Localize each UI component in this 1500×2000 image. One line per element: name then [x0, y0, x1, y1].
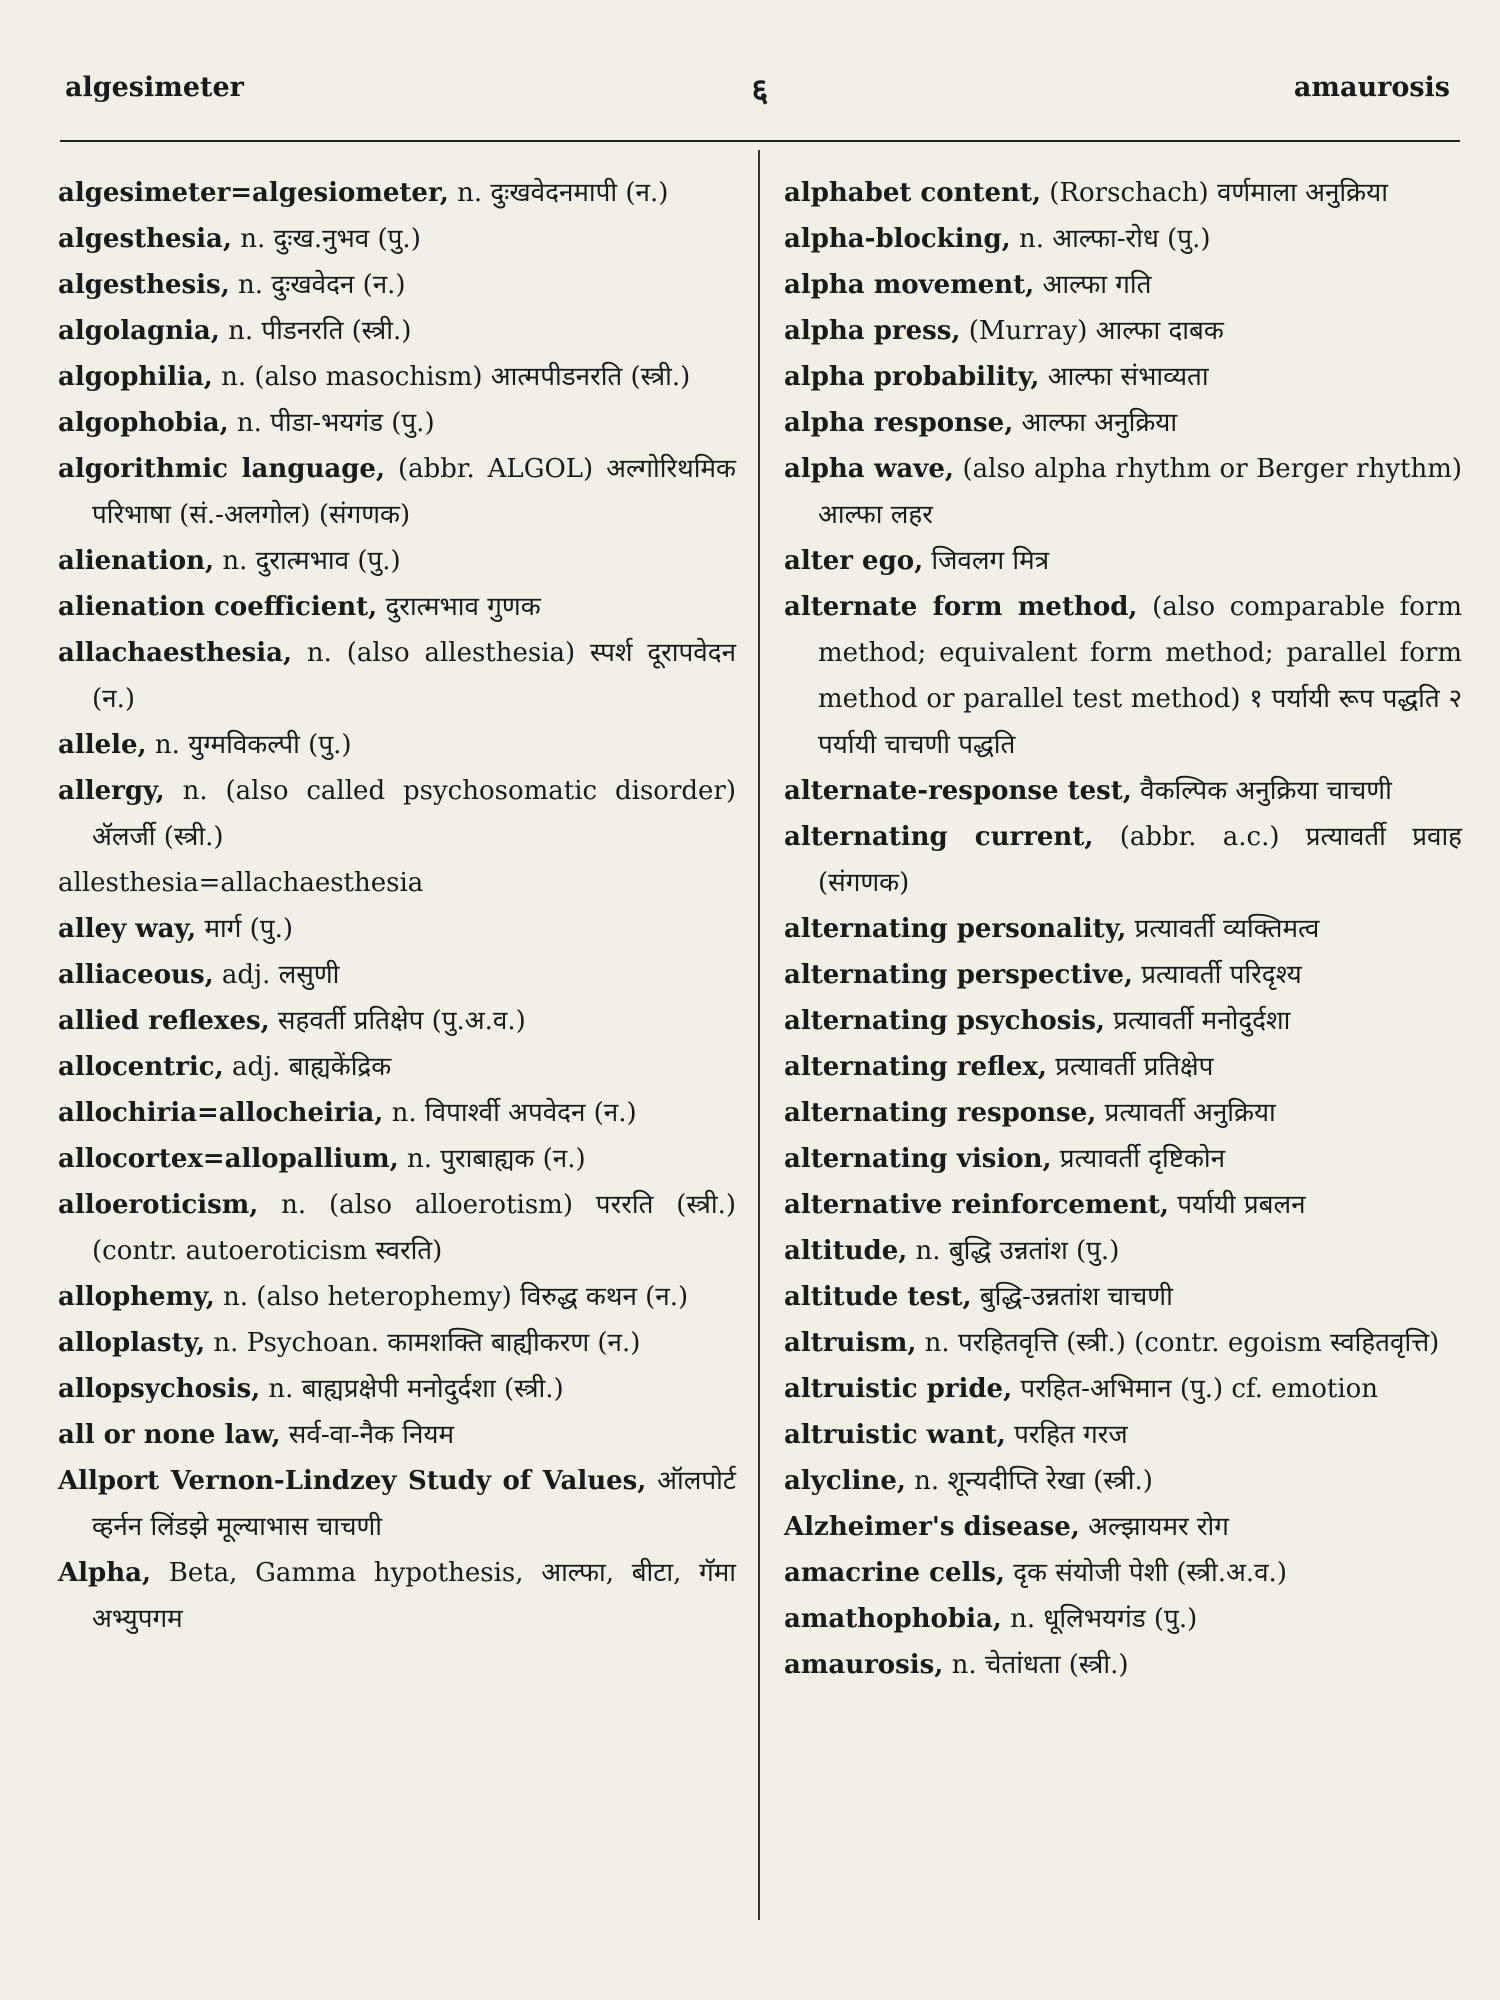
- headword: alternating personality,: [784, 914, 1127, 944]
- dictionary-entry: alphabet content, (Rorschach) वर्णमाला अनुक्रिया: [784, 178, 1388, 208]
- headword: amaurosis,: [784, 1650, 944, 1680]
- dictionary-entry: allopsychosis, n. बाह्यप्रक्षेपी मनोदुर्दशा (स्त्री.): [58, 1374, 564, 1404]
- headword: alpha probability,: [784, 362, 1040, 392]
- dictionary-entry: allergy, n. (also called psychosomatic disorder) ॲलर्जी (स्त्री.): [58, 776, 736, 852]
- dictionary-entry: alley way, मार्ग (पु.): [58, 914, 293, 944]
- headword: alpha response,: [784, 408, 1014, 438]
- dictionary-entry: allachaesthesia, n. (also allesthesia) स्पर्श दूरापवेदन (न.): [58, 638, 736, 714]
- dictionary-entry: alternate form method, (also comparable form method; equivalent form method; parallel form method or parallel test method) १ पर्यायी रूप पद्धति २ पर्यायी चाचणी पद्धति: [784, 592, 1462, 760]
- dictionary-entry: algesthesis, n. दुःखवेदन (न.): [58, 270, 406, 300]
- headword: altruism,: [784, 1328, 917, 1358]
- dictionary-entry: Alzheimer's disease, अल्झायमर रोग: [784, 1512, 1229, 1542]
- dictionary-entry: allocentric, adj. बाह्यकेंद्रिक: [58, 1052, 392, 1082]
- dictionary-entry: alloeroticism, n. (also alloerotism) पररति (स्त्री.) (contr. autoeroticism स्वरति): [58, 1190, 736, 1266]
- dictionary-entry: alternate-response test, वैकल्पिक अनुक्रिया चाचणी: [784, 776, 1392, 806]
- dictionary-entry: algorithmic language, (abbr. ALGOL) अल्गोरिथमिक परिभाषा (सं.-अलगोल) (संगणक): [58, 454, 736, 530]
- dictionary-entry: amaurosis, n. चेतांधता (स्त्री.): [784, 1650, 1129, 1680]
- headword: alternating perspective,: [784, 960, 1133, 990]
- headword: allied reflexes,: [58, 1006, 270, 1036]
- headword: alpha press,: [784, 316, 961, 346]
- dictionary-entry: alternating current, (abbr. a.c.) प्रत्यावर्ती प्रवाह (संगणक): [784, 822, 1462, 898]
- dictionary-entry: alliaceous, adj. लसुणी: [58, 960, 340, 990]
- headword: altruistic want,: [784, 1420, 1006, 1450]
- dictionary-entry: alpha-blocking, n. आल्फा-रोध (पु.): [784, 224, 1211, 254]
- headword: alloeroticism,: [58, 1190, 259, 1220]
- dictionary-entry: alternating vision, प्रत्यावर्ती दृष्टिकोन: [784, 1144, 1226, 1174]
- headword: alternating reflex,: [784, 1052, 1047, 1082]
- dictionary-entry: alternating reflex, प्रत्यावर्ती प्रतिक्षेप: [784, 1052, 1214, 1082]
- headword: allergy,: [58, 776, 165, 806]
- headword: alphabet content,: [784, 178, 1042, 208]
- headword: alter ego,: [784, 546, 924, 576]
- dictionary-entry: alternating perspective, प्रत्यावर्ती परिदृश्य: [784, 960, 1302, 990]
- dictionary-entry: allied reflexes, सहवर्ती प्रतिक्षेप (पु.अ.व.): [58, 1006, 526, 1036]
- dictionary-entry: algesimeter=algesiometer, n. दुःखवेदनमापी (न.): [58, 178, 669, 208]
- headword: algophilia,: [58, 362, 213, 392]
- headword: allocortex=allopallium,: [58, 1144, 399, 1174]
- dictionary-entry: all or none law, सर्व-वा-नैक नियम: [58, 1420, 455, 1450]
- left-column: [58, 170, 736, 1642]
- headword: alpha-blocking,: [784, 224, 1011, 254]
- dictionary-entry: amacrine cells, दृक संयोजी पेशी (स्त्री.अ.व.): [784, 1558, 1287, 1588]
- headword: algesthesia,: [58, 224, 232, 254]
- dictionary-entry: altruism, n. परहितवृत्ति (स्त्री.) (contr. egoism स्वहितवृत्ति): [784, 1328, 1440, 1358]
- headword: amacrine cells,: [784, 1558, 1005, 1588]
- dictionary-entry: alternating psychosis, प्रत्यावर्ती मनोदुर्दशा: [784, 1006, 1291, 1036]
- headword: algophobia,: [58, 408, 229, 438]
- headword: alpha wave,: [784, 454, 954, 484]
- dictionary-entry: alpha movement, आल्फा गति: [784, 270, 1152, 300]
- dictionary-entry: amathophobia, n. धूलिभयगंड (पु.): [784, 1604, 1198, 1634]
- right-guide-word: amaurosis: [1293, 72, 1450, 103]
- dictionary-entry: allocortex=allopallium, n. पुराबाह्यक (न.): [58, 1144, 586, 1174]
- dictionary-entry: algophilia, n. (also masochism) आत्मपीडनरति (स्त्री.): [58, 362, 691, 392]
- dictionary-entry: alternative reinforcement, पर्यायी प्रबलन: [784, 1190, 1306, 1220]
- headword: algolagnia,: [58, 316, 220, 346]
- dictionary-entry: alpha wave, (also alpha rhythm or Berger rhythm) आल्फा लहर: [784, 454, 1462, 530]
- dictionary-entry: allophemy, n. (also heterophemy) विरुद्ध कथन (न.): [58, 1282, 689, 1312]
- dictionary-entry: alternating personality, प्रत्यावर्ती व्यक्तिमत्व: [784, 914, 1320, 944]
- headword: amathophobia,: [784, 1604, 1002, 1634]
- headword: alternative reinforcement,: [784, 1190, 1169, 1220]
- headword: Alzheimer's disease,: [784, 1512, 1080, 1542]
- dictionary-entry: alpha response, आल्फा अनुक्रिया: [784, 408, 1178, 438]
- dictionary-entry: alpha probability, आल्फा संभाव्यता: [784, 362, 1209, 392]
- page-number: ६: [751, 71, 769, 109]
- headword: alloplasty,: [58, 1328, 206, 1358]
- headword: allachaesthesia,: [58, 638, 293, 668]
- headword: allopsychosis,: [58, 1374, 261, 1404]
- dictionary-entry: alter ego, जिवलग मित्र: [784, 546, 1050, 576]
- dictionary-entry: altruistic want, परहित गरज: [784, 1420, 1128, 1450]
- dictionary-entry: algolagnia, n. पीडनरति (स्त्री.): [58, 316, 412, 346]
- dictionary-entry: alternating response, प्रत्यावर्ती अनुक्रिया: [784, 1098, 1276, 1128]
- headword: alternating current,: [784, 822, 1094, 852]
- page-header: [60, 62, 1460, 112]
- dictionary-entry: alienation coefficient, दुरात्मभाव गुणक: [58, 592, 541, 622]
- headword: allele,: [58, 730, 147, 760]
- left-guide-word: algesimeter: [65, 72, 244, 103]
- dictionary-entry: algesthesia, n. दुःख.नुभव (पु.): [58, 224, 421, 254]
- headword: algesimeter=algesiometer,: [58, 178, 449, 208]
- headword: allophemy,: [58, 1282, 215, 1312]
- right-column: [784, 170, 1462, 1688]
- column-divider: [758, 150, 760, 1920]
- dictionary-entry: allele, n. युग्मविकल्पी (पु.): [58, 730, 352, 760]
- dictionary-entry: algophobia, n. पीडा-भयगंड (पु.): [58, 408, 435, 438]
- headword: alternating response,: [784, 1098, 1097, 1128]
- dictionary-entry: alycline, n. शून्यदीप्ति रेखा (स्त्री.): [784, 1466, 1153, 1496]
- dictionary-entry: allesthesia=allachaesthesia: [58, 868, 424, 898]
- headword: alley way,: [58, 914, 197, 944]
- headword: alienation,: [58, 546, 215, 576]
- headword: alternating vision,: [784, 1144, 1052, 1174]
- dictionary-entry: alloplasty, n. Psychoan. कामशक्ति बाह्यीकरण (न.): [58, 1328, 641, 1358]
- header-rule: [60, 140, 1460, 142]
- headword: altruistic pride,: [784, 1374, 1013, 1404]
- headword: allocentric,: [58, 1052, 224, 1082]
- headword: Allport Vernon-Lindzey Study of Values,: [58, 1466, 647, 1496]
- headword: allochiria=allocheiria,: [58, 1098, 384, 1128]
- headword: alternating psychosis,: [784, 1006, 1105, 1036]
- headword: altitude,: [784, 1236, 908, 1266]
- dictionary-entry: altitude test, बुद्धि-उन्नतांश चाचणी: [784, 1282, 1173, 1312]
- dictionary-entry: alpha press, (Murray) आल्फा दाबक: [784, 316, 1224, 346]
- headword: algesthesis,: [58, 270, 230, 300]
- headword: alternate form method,: [784, 592, 1138, 622]
- headword: alliaceous,: [58, 960, 214, 990]
- dictionary-entry: altitude, n. बुद्धि उन्नतांश (पु.): [784, 1236, 1120, 1266]
- headword: alycline,: [784, 1466, 906, 1496]
- headword: altitude test,: [784, 1282, 972, 1312]
- headword: all or none law,: [58, 1420, 281, 1450]
- dictionary-entry: alienation, n. दुरात्मभाव (पु.): [58, 546, 401, 576]
- dictionary-entry: Allport Vernon-Lindzey Study of Values, ऑलपोर्ट व्हर्नन लिंडझे मूल्याभास चाचणी: [58, 1466, 736, 1542]
- headword: alienation coefficient,: [58, 592, 378, 622]
- dictionary-entry: altruistic pride, परहित-अभिमान (पु.) cf. emotion: [784, 1374, 1379, 1404]
- dictionary-entry: Alpha, Beta, Gamma hypothesis, आल्फा, बीटा, गॅमा अभ्युपगम: [58, 1558, 736, 1634]
- headword: alternate-response test,: [784, 776, 1132, 806]
- headword: alpha movement,: [784, 270, 1035, 300]
- dictionary-entry: allochiria=allocheiria, n. विपार्श्वी अपवेदन (न.): [58, 1098, 637, 1128]
- headword: algorithmic language,: [58, 454, 386, 484]
- headword: Alpha,: [58, 1558, 152, 1588]
